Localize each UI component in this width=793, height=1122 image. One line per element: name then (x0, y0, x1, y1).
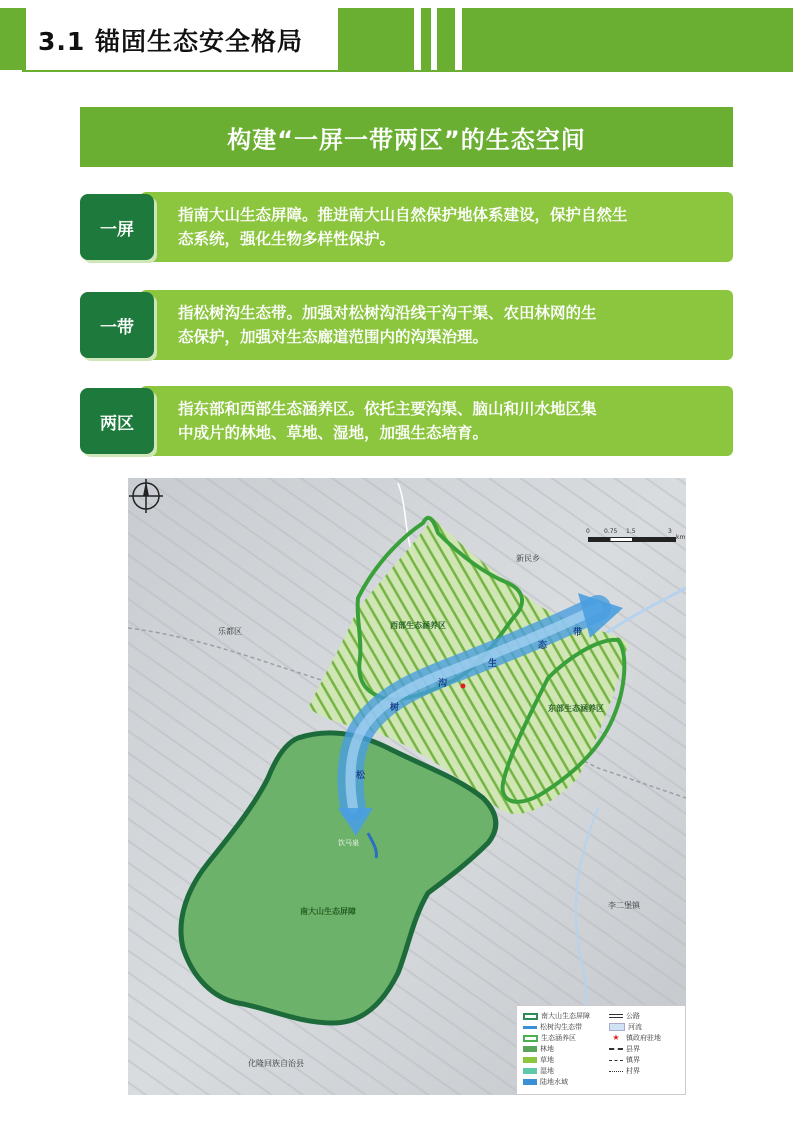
legend-swatch (609, 1060, 623, 1061)
zone-label-east: 东部生态涵养区 (548, 704, 604, 713)
ecological-map (128, 478, 686, 1095)
item-row-zones (80, 386, 733, 456)
header-accent-stripe (421, 8, 431, 70)
header-accent-stripe (437, 8, 455, 70)
belt-char: 沟 (438, 679, 448, 689)
legend-item (523, 1033, 576, 1043)
legend-label: 县界 (626, 1045, 640, 1053)
legend-item (609, 1044, 640, 1054)
legend-label: 村界 (626, 1067, 640, 1075)
star-icon: ★ (612, 1033, 620, 1042)
legend-label: 湿地 (540, 1067, 554, 1075)
legend-label: 林地 (540, 1045, 554, 1053)
legend-label: 镇界 (626, 1056, 640, 1064)
belt-char: 松 (356, 771, 366, 781)
map-canvas (128, 478, 686, 1095)
item-text-line: 中成片的林地、草地、湿地，加强生态培育。 (178, 424, 489, 442)
item-text-line: 态系统，强化生物多样性保护。 (178, 230, 396, 248)
scale-tick: 0.75 (604, 528, 618, 535)
zone-label-west: 西部生态涵养区 (390, 621, 446, 630)
scale-tick: 1.5 (626, 528, 636, 535)
item-row-belt (80, 290, 733, 360)
legend-swatch (523, 1057, 537, 1063)
legend-item (523, 1077, 568, 1087)
header-accent-block (338, 8, 414, 70)
header-accent-right (462, 8, 793, 70)
belt-char: 生 (488, 659, 498, 669)
map-label-lierbao: 李二堡镇 (608, 901, 640, 910)
item-text-line: 指松树沟生态带。加强对松树沟沿线干沟干渠、农田林网的生 (178, 304, 597, 322)
legend-item (609, 1055, 640, 1065)
legend-swatch (523, 1026, 537, 1029)
map-label-reservoir: 饮马泉 (338, 839, 359, 847)
page-header (0, 0, 793, 80)
legend-swatch (523, 1046, 537, 1052)
legend-swatch (523, 1068, 537, 1074)
legend-swatch (523, 1013, 538, 1020)
map-label-xinmin: 新民乡 (516, 554, 540, 563)
item-text-line: 指东部和西部生态涵养区。依托主要沟渠、脑山和川水地区集 (178, 400, 597, 418)
legend-swatch (523, 1035, 538, 1042)
scale-bar-graphic (588, 537, 676, 542)
item-tag: 一屏 (80, 194, 154, 260)
legend-swatch (609, 1014, 623, 1018)
item-text-line: 指南大山生态屏障。推进南大山自然保护地体系建设，保护自然生 (178, 206, 628, 224)
section-banner: 构建“一屏一带两区”的生态空间 (80, 107, 733, 167)
legend-swatch (523, 1079, 537, 1085)
map-legend (516, 1005, 686, 1095)
legend-label: 河流 (628, 1023, 642, 1031)
zone-label-south: 南大山生态屏障 (300, 907, 356, 916)
legend-item (523, 1044, 554, 1054)
legend-label: 陆地水域 (540, 1078, 568, 1086)
legend-label: 草地 (540, 1056, 554, 1064)
town-marker (461, 684, 466, 689)
item-text (178, 397, 723, 445)
map-label-ledu: 乐都区 (218, 627, 242, 636)
header-accent-left (0, 8, 22, 70)
scale-unit: km (676, 534, 686, 541)
item-text-line: 态保护，加强对生态廊道范围内的沟渠治理。 (178, 328, 489, 346)
item-text (178, 301, 723, 349)
legend-item (609, 1022, 642, 1032)
legend-item (523, 1066, 554, 1076)
scale-bar (586, 528, 684, 544)
north-arrow-icon (128, 478, 164, 514)
legend-label: 镇政府驻地 (626, 1034, 661, 1042)
legend-item (523, 1022, 582, 1032)
legend-swatch (609, 1023, 625, 1031)
legend-swatch (609, 1071, 623, 1072)
map-label-hualong: 化隆回族自治县 (248, 1059, 304, 1068)
belt-char: 带 (573, 628, 583, 638)
legend-label: 公路 (626, 1012, 640, 1020)
legend-item (523, 1055, 554, 1065)
legend-item (523, 1011, 590, 1021)
scale-tick: 3 (668, 528, 672, 535)
legend-label: 南大山生态屏障 (541, 1012, 590, 1020)
legend-item (609, 1033, 661, 1043)
legend-swatch (609, 1048, 623, 1050)
belt-char: 态 (538, 641, 548, 651)
item-tag: 一带 (80, 292, 154, 358)
item-tag: 两区 (80, 388, 154, 454)
item-text (178, 203, 723, 251)
item-row-screen (80, 192, 733, 262)
legend-label: 松树沟生态带 (540, 1023, 582, 1031)
legend-item (609, 1066, 640, 1076)
legend-label: 生态涵养区 (541, 1034, 576, 1042)
legend-item (609, 1011, 640, 1021)
page-title: 3.1 锚固生态安全格局 (38, 27, 303, 56)
scale-tick: 0 (586, 528, 590, 535)
belt-char: 树 (390, 703, 400, 713)
header-underline (22, 70, 793, 72)
